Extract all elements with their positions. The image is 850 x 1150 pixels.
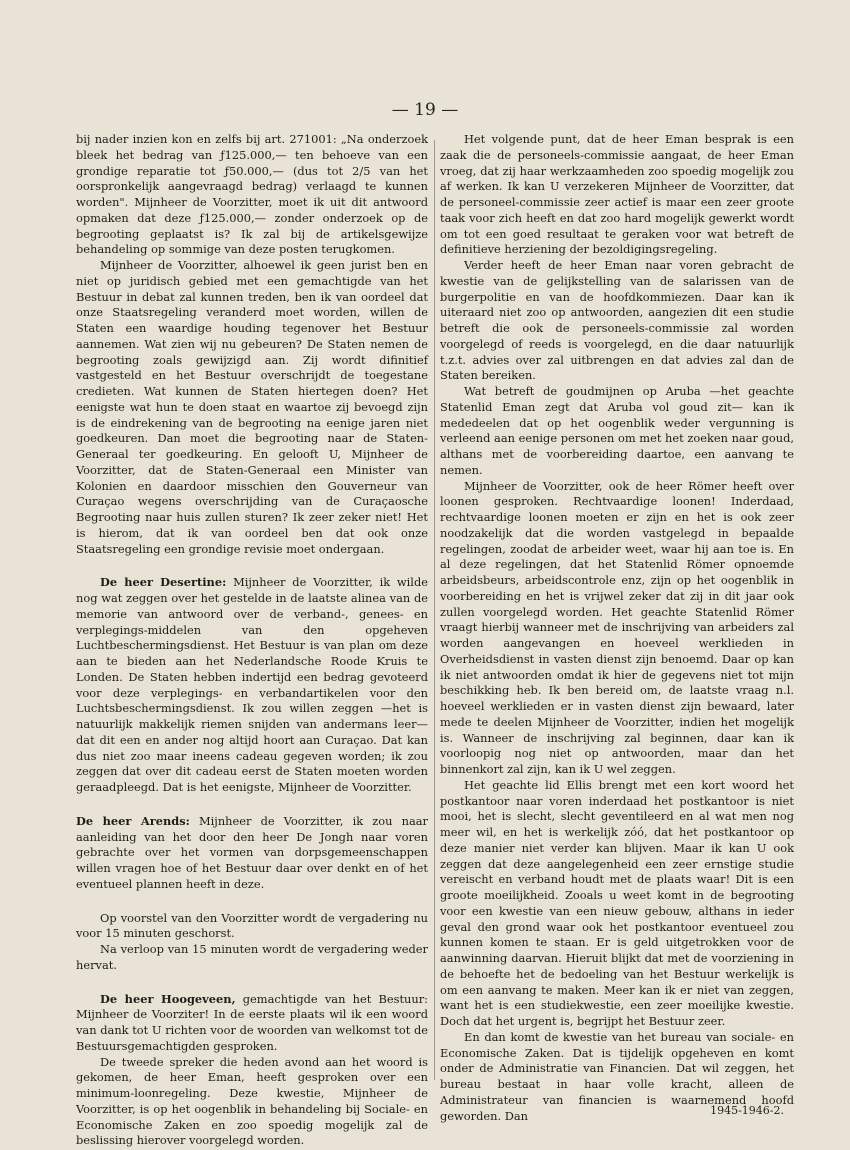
column-divider: [434, 140, 435, 1080]
paragraph: En dan komt de kwestie van het bureau van sociale- en Economische Zaken. Dat is tijdelijk opgeheven en komt onder de Administratie van Financien. Dat wil zeggen, het bureau bestaat in haar volle kracht, alleen de Administrateur van financien is waarnemend hoofd geworden. Dan: [440, 1029, 794, 1123]
left-column: [76, 132, 428, 1149]
paragraph: De tweede spreker die heden avond aan het woord is gekomen, de heer Eman, heeft gesproken over een minimum-loonregeling. Deze kwestie, Mijnheer de Voorzitter, is op het oogenblik in behandeling bij Sociale- en Economische Zaken en zoo spoedig mogelijk zal de beslissing hierover voorgelegd worden.: [76, 1054, 428, 1148]
paragraph: Op voorstel van den Voorzitter wordt de vergadering nu voor 15 minuten geschorst.: [76, 910, 428, 941]
paragraph-arends: [76, 814, 428, 893]
paragraph: Na verloop van 15 minuten wordt de vergadering weder hervat.: [76, 942, 428, 972]
paragraph-desertine: [76, 575, 428, 796]
footer-code: 1945-1946-2.: [710, 1104, 784, 1117]
page-number: — 19 —: [391, 100, 459, 120]
speech-text: Mijnheer de Voorzitter, ik wilde nog wat zeggen over het gestelde in de laatste alinea van de memorie van antwoord over de verband-, genees- en verplegings-middelen van den opgeheven Luchtbeschermingsdienst. Het Bestuur is van plan om deze aan te bieden aan het Nederlandsche Roode Kruis te Londen. De Staten hebben indertijd een bedrag gevoteerd voor deze verplegings- en verbandartikelen voor den Luchtsbeschermingsdienst. Ik zou willen zeggen —het is natuurlijk makkelijk riemen snijden van andermans leer— dat dit een en ander nog altijd hoort aan Curaçao. Dat kan dus niet zoo maar ineens cadeau gegeven worden; ik zou zeggen dat over dit cadeau eerst de Staten moeten worden geraadpleegd. Dat is het eenigste, Mijnheer de Voorzitter.: [76, 575, 428, 794]
paragraph: Het volgende punt, dat de heer Eman besprak is een zaak die de personeels-commissie aangaat, de heer Eman vroeg, dat zij haar werkzaamheden zoo spoedig mogelijk zou af werken. Ik kan U verzekeren Mijnheer de Voorzitter, dat de personeel-commissie zeer actief is maar een zeer groote taak voor zich heeft en dat zoo hard mogelijk gewerkt wordt om tot een goed resultaat te geraken voor wat betreft de definitieve herziening der bezoldigingsregeling.: [440, 132, 794, 257]
speaker-name: De heer Desertine:: [100, 575, 227, 590]
paragraph: Het geachte lid Ellis brengt met een kort woord het postkantoor naar voren inderdaad het postkantoor is niet mooi, het is slecht, slecht geventileerd en al wat men nog meer wil, en het is werkelijk zóó, dat het postkantoor op deze manier niet verder kan blijven. Maar ik kan U ook zeggen dat deze aangelegenheid een zeer ernstige studie vereischt en verband houdt met de plaats waar! Dit is een groote moeilijkheid. Zooals u weet komt in de begrooting voor een kwestie van een nieuw gebouw, althans in ieder geval den grond waar ook het postkantoor eventueel zou kunnen komen te staan. Er is geld uitgetrokken voor de aanwinning daarvan. Hieruit blijkt dat met de voorziening in de behoefte het de bedoeling van het Bestuur werkelijk is om een aanvang te maken. Meer kan ik er niet van zeggen, want het is een studiekwestie, een zeer moeilijke kwestie. Doch dat het urgent is, begrijpt het Bestuur zeer.: [440, 777, 794, 1028]
speaker-name: De heer Arends:: [76, 813, 190, 828]
paragraph: Wat betreft de goudmijnen op Aruba —het geachte Statenlid Eman zegt dat Aruba vol goud zit— kan ik mededeelen dat op het oogenblik weder vergunning is verleend aan eenige personen om met het zoeken naar goud, althans met de voorbereiding daartoe, een aanvang te nemen.: [440, 384, 794, 477]
speech-text: gemachtigde van het Bestuur: Mijnheer de Voorziter! In de eerste plaats wil ik een woord van dank tot U richten voor de woorden van welkomst tot de Bestuursgemachtigden gesproken.: [76, 991, 428, 1053]
right-column: [440, 132, 794, 1124]
paragraph: Mijnheer de Voorzitter, alhoewel ik geen jurist ben en niet op juridisch gebied met een gemachtigde van het Bestuur in debat zal kunnen treden, ben ik van oordeel dat onze Staatsregeling veranderd moet worden, willen de Staten een waardige houding tegenover het Bestuur aannemen. Wat zien wij nu gebeuren? De Staten nemen de begrooting zoals gewijzigd aan. Zij wordt difinitief vastgesteld en het Bestuur overschrijdt de toegestane credieten. Wat kunnen de Staten hiertegen doen? Het eenigste wat hun te doen staat en waartoe zij bevoegd zijn is de eindrekening van de begrooting na eenige jaren niet goedkeuren. Dan moet die begrooting naar de Staten-Generaal ter goedkeuring. En gelooft U, Mijnheer de Voorzitter, dat de Staten-Generaal een Minister van Kolonien en daardoor misschien den Gouverneur van Curaçao wegens overschrijding van de Curaçaosche Begrooting naar huis zullen sturen? Ik zeer zeker niet! Het is hierom, dat ik van oordeel ben dat ook onze Staatsregeling een grondige revisie moet ondergaan.: [76, 258, 428, 556]
paragraph-hoogeveen: [76, 992, 428, 1055]
paragraph: Mijnheer de Voorzitter, ook de heer Römer heeft over loonen gesproken. Rechtvaardige loonen! Inderdaad, rechtvaardige loonen moeten er zijn en het is ook zeer noodzakelijk dat die worden vastgelegd in bepaalde regelingen, zoodat de arbeider weet, waar hij aan toe is. En al deze regelingen, dat het Statenlid Römer opnoemde arbeidsbeurs, arbeidscontrole enz, zijn op het oogenblik in voorbereiding en het is vrijwel zeker dat zij in dit jaar ook zullen voorgelegd worden. Het geachte Statenlid Römer vraagt hierbij wanneer met de inschrijving van arbeiders zal worden aangevangen en hoeveel werklieden in Overheidsdienst in vasten dienst zijn benoemd. Daar op kan ik niet antwoorden omdat ik hier de gegevens niet tot mijn beschikking heb. Ik ben bereid om, de laatste vraag n.l. hoeveel werklieden er in vasten dienst zijn bewaard, later mede te deelen Mijnheer de Voorzitter, indien het mogelijk is. Wanneer de inschrijving zal beginnen, daar kan ik voorloopig nog niet op antwoorden, maar dan het binnenkort zal zijn, kan ik U wel zeggen.: [440, 478, 794, 776]
paragraph: Verder heeft de heer Eman naar voren gebracht de kwestie van de gelijkstelling van de salarissen van de burgerpolitie en van de hoofdkommiezen. Daar kan ik uiteraard niet zoo op antwoorden, aangezien dit een studie betreft die ook de personeels-commissie zal worden voorgelegd of reeds is voorgelegd, en die daar natuurlijk t.z.t. advies over zal uitbrengen en dat advies zal dan de Staten bereiken.: [440, 258, 794, 383]
speech-text: Mijnheer de Voorzitter, ik zou naar aanleiding van het door den heer De Jongh naar voren gebrachte over het vormen van dorpsgemeenschappen willen vragen hoe of het Bestuur daar over denkt en of het eventueel plannen heeft in deze.: [76, 813, 428, 891]
speaker-name: De heer Hoogeveen,: [100, 991, 236, 1006]
paragraph: bij nader inzien kon en zelfs bij art. 271001: „Na onderzoek bleek het bedrag van ƒ125.000,— ten behoeve van een grondige reparatie tot ƒ50.000,— (dus tot 2/5 van het oorspronkelijk aangevraagd bedrag) verlaagd te kunnen worden". Mijnheer de Voorzitter, moet ik uit dit antwoord opmaken dat deze ƒ125.000,— zonder onderzoek op de begrooting geplaatst is? Ik zal bij de artikelsgewijze behandeling op sommige van deze posten terugkomen.: [76, 132, 428, 257]
